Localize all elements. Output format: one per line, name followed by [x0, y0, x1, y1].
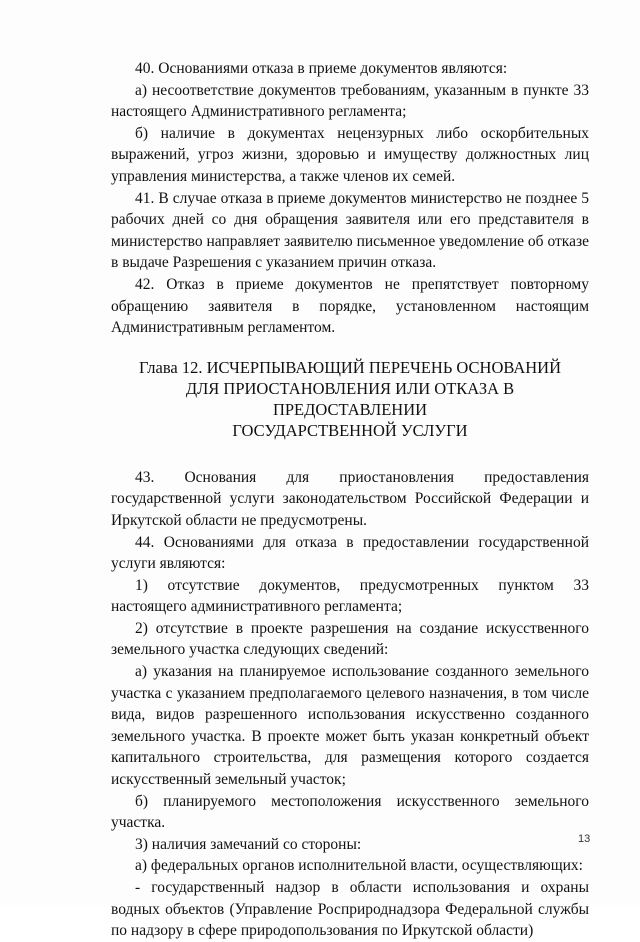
paragraph: 1) отсутствие документов, предусмотренных пунктом 33 настоящего административного регламента;	[111, 576, 589, 616]
paragraph: а) федеральных органов исполнительной власти, осуществляющих:	[135, 857, 583, 875]
heading-line: ГОСУДАРСТВЕННОЙ УСЛУГИ	[232, 420, 468, 440]
heading-line: ДЛЯ ПРИОСТАНОВЛЕНИЯ ИЛИ ОТКАЗА В ПРЕДОСТАВЛЕНИИ	[185, 378, 515, 419]
paragraph: 3) наличия замечаний со стороны:	[135, 835, 362, 853]
paragraph: 41. В случае отказа в приеме документов министерство не позднее 5 рабочих дней со дня обращения заявителя или его представителя в министерство направляет заявителю письменное уведомление об отказе в выдаче Разрешения с указанием причин отказа.	[111, 189, 589, 272]
paragraph: 43. Основания для приостановления предоставления государственной услуги законодательством Российской Федерации и Иркутской области не предусмотрены.	[111, 468, 589, 529]
paragraph: - государственный надзор в области использования и охраны водных объектов (Управление Росприроднадзора Федеральной службы по надзору в сфере природопользования по Иркутской области)	[111, 879, 589, 940]
page-number: 13	[578, 833, 591, 845]
paragraph: 42. Отказ в приеме документов не препятствует повторному обращению заявителя в порядке, установленном настоящим Административным регламентом.	[111, 275, 589, 337]
paragraph: 44. Основаниями для отказа в предоставлении государственной услуги являются:	[111, 533, 589, 573]
paragraph: 40. Основаниями отказа в приеме документов являются:	[135, 60, 508, 77]
paragraph: б) наличие в документах нецензурных либо оскорбительных выражений, угроз жизни, здоровью и имуществу должностных лиц управления министерства, а также членов их семей.	[111, 124, 589, 185]
heading-line: Глава 12. ИСЧЕРПЫВАЮЩИЙ ПЕРЕЧЕНЬ ОСНОВАНИЙ	[138, 357, 561, 377]
paragraph: а) несоответствие документов требованиям, указанным в пункте 33 настоящего Административного регламента;	[111, 81, 589, 121]
page-content	[111, 58, 589, 942]
paragraph: 2) отсутствие в проекте разрешения на создание искусственного земельного участка следующих сведений:	[111, 619, 589, 659]
chapter-heading	[111, 357, 589, 441]
paragraph: б) планируемого местоположения искусственного земельного участка.	[111, 792, 589, 832]
paragraph: а) указания на планируемое использование созданного земельного участка с указанием предполагаемого целевого назначения, в том числе вида, видов разрешенного использования искусственно созданного земельного участка. В проекте может быть указан конкретный объект капитального строительства, для размещения которого создается искусственный земельный участок;	[111, 663, 589, 789]
